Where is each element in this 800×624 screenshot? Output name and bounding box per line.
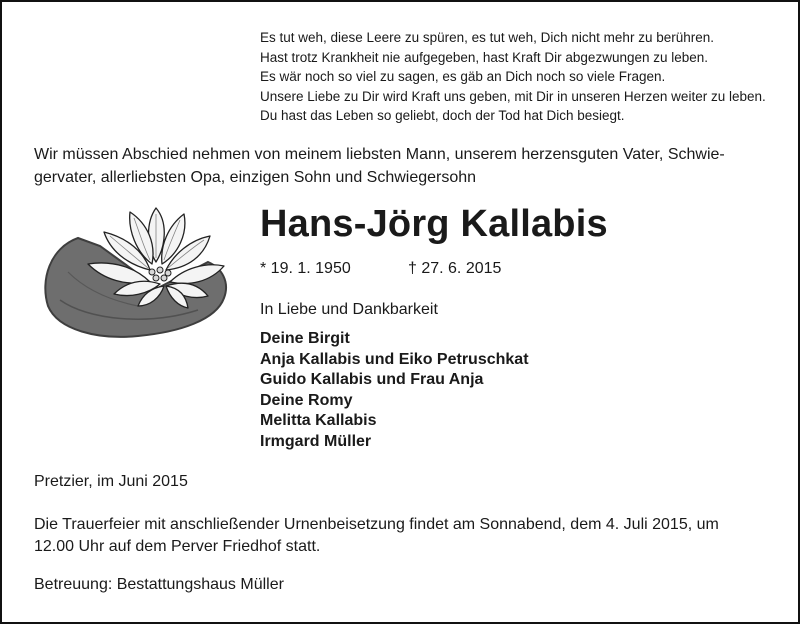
deceased-name: Hans-Jörg Kallabis — [260, 203, 608, 245]
mourner-name: Irmgard Müller — [260, 432, 372, 450]
mourner-name: Deine Birgit — [260, 330, 350, 347]
intro-line: gervater, allerliebsten Opa, einzigen Sohn und Schwiegersohn — [34, 169, 477, 186]
poem-line: Du hast das Leben so geliebt, doch der Tod hat Dich besiegt. — [260, 108, 625, 123]
poem-line: Hast trotz Krankheit nie aufgegeben, hast Kraft Dir abgezwungen zu leben. — [260, 49, 709, 65]
mourners-list — [260, 329, 529, 452]
mourner-name: Anja Kallabis und Eiko Petruschkat — [260, 350, 529, 368]
mourner-name: Guido Kallabis und Frau Anja — [260, 371, 484, 388]
life-dates — [260, 260, 502, 278]
gratitude-line: In Liebe und Dankbarkeit — [260, 301, 438, 318]
death-date: † 27. 6. 2015 — [408, 260, 502, 277]
memorial-poem — [260, 28, 790, 126]
water-lily-illustration — [38, 202, 232, 342]
place-and-date: Pretzier, im Juni 2015 — [34, 473, 188, 490]
poem-line: Unsere Liebe zu Dir wird Kraft uns geben, mit Dir in unseren Herzen weiter zu leben. — [260, 88, 766, 104]
funeral-line: Die Trauerfeier mit anschließender Urnenbeisetzung findet am Sonnabend, dem 4. Juli 2015, um — [34, 516, 719, 533]
poem-line: Es wär noch so viel zu sagen, es gäb an Dich noch so viele Fragen. — [260, 69, 666, 84]
funeral-home: Betreuung: Bestattungshaus Müller — [34, 576, 284, 593]
poem-line: Es tut weh, diese Leere zu spüren, es tut weh, Dich nicht mehr zu berühren. — [260, 30, 714, 45]
funeral-line: 12.00 Uhr auf dem Perver Friedhof statt. — [34, 538, 321, 555]
mourner-name: Melitta Kallabis — [260, 412, 377, 429]
birth-date: * 19. 1. 1950 — [260, 260, 351, 277]
mourner-name: Deine Romy — [260, 391, 353, 409]
farewell-intro — [34, 143, 782, 189]
funeral-details — [34, 514, 782, 558]
intro-line: Wir müssen Abschied nehmen von meinem liebsten Mann, unserem herzensguten Vater, Schwie- — [34, 146, 725, 163]
